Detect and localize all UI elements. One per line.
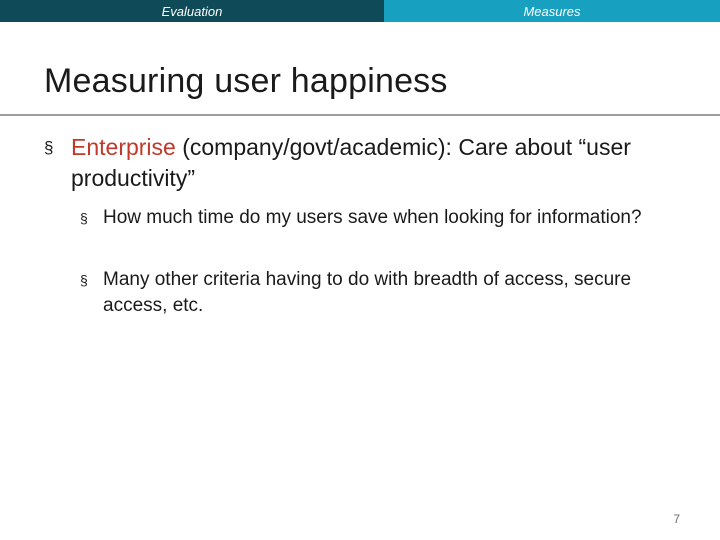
header-bar: [0, 0, 720, 22]
section-tab-evaluation: [0, 0, 384, 22]
bullet-text: How much time do my users save when looking for information?: [103, 207, 642, 228]
bullet-text: Many other criteria having to do with breadth of access, secure access, etc.: [103, 269, 632, 316]
bullet-marker-icon: §: [80, 272, 88, 288]
page-number: 7: [673, 512, 680, 526]
section-tab-label: Evaluation: [161, 3, 223, 19]
bullet-text: [44, 132, 684, 194]
bullet-level1: [44, 132, 684, 194]
slide-title: Measuring user happiness: [44, 62, 448, 100]
bullet-level2: [80, 267, 680, 319]
bullet-level2: [80, 205, 680, 231]
bullet-rest-text: (company/govt/academic): Care about “user productivity”: [71, 134, 631, 191]
bullet-marker-icon: §: [80, 210, 88, 226]
highlight-term: Enterprise: [71, 134, 176, 160]
section-tab-measures: [384, 0, 720, 22]
section-tab-label: Measures: [523, 3, 581, 19]
title-divider: [0, 114, 720, 116]
bullet-marker-icon: §: [44, 138, 54, 157]
